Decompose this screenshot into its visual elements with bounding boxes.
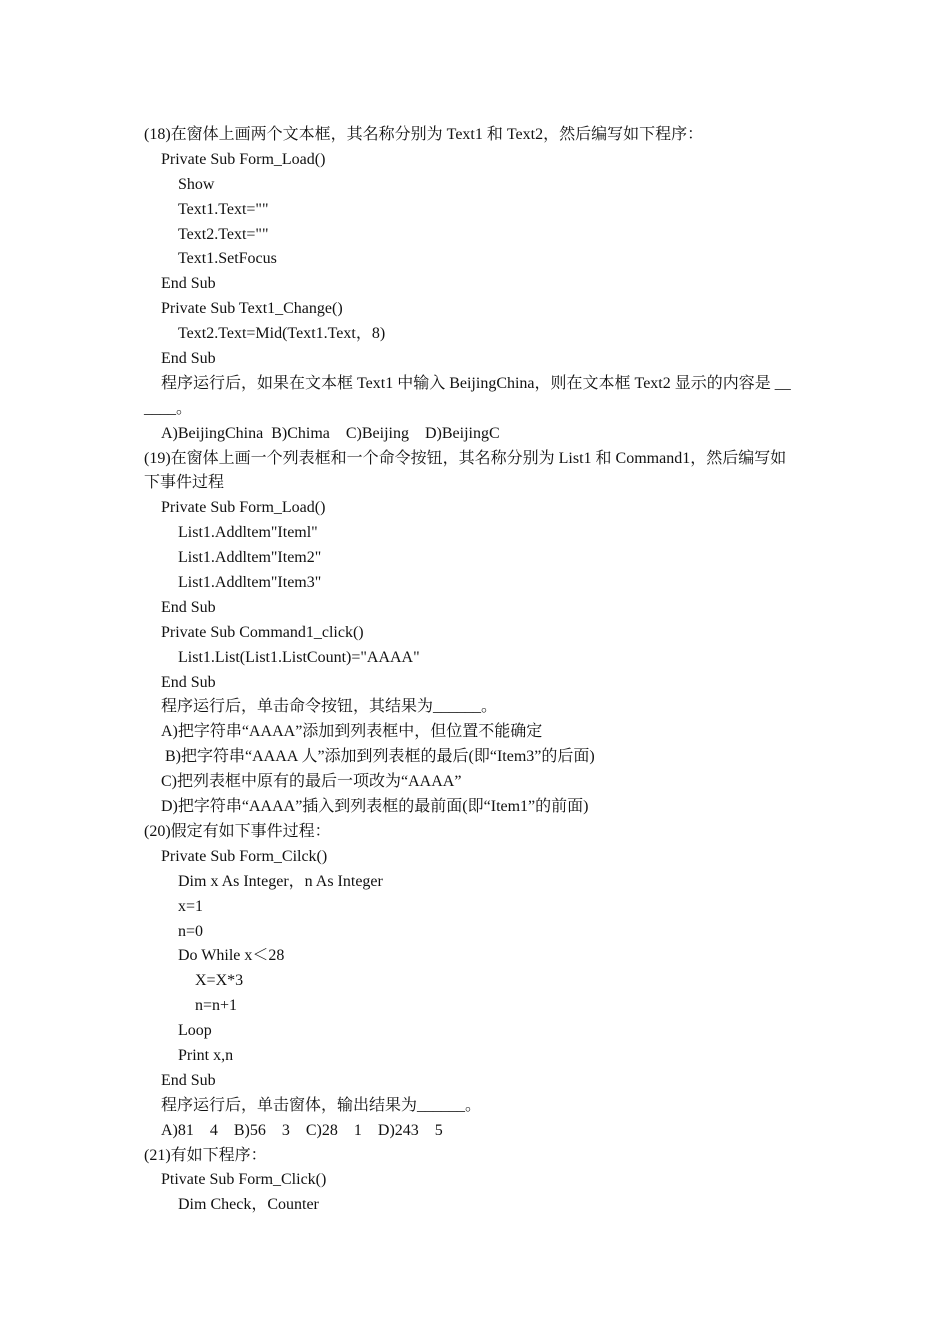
text-line: Private Sub Form_Load() [161, 150, 326, 168]
text-line: List1.List(List1.ListCount)="AAAA" [178, 648, 420, 666]
text-line: Do While x＜28 [178, 947, 285, 965]
text-line: Private Sub Form_Cilck() [161, 847, 328, 865]
text-line: Print x,n [178, 1046, 234, 1064]
text-line: Text1.Text="" [178, 200, 269, 218]
text-line: Loop [178, 1022, 212, 1040]
text-line: Show [178, 175, 215, 193]
text-line: List1.Addltem"Item3" [178, 574, 322, 592]
text-line: 程序运行后，单击窗体，输出结果为______。 [161, 1096, 482, 1114]
text-line: Private Sub Command1_click() [161, 623, 364, 641]
text-line: C)把列表框中原有的最后一项改为“AAAA” [161, 773, 462, 791]
document-body [144, 123, 814, 1218]
text-line: (21)有如下程序： [144, 1146, 267, 1164]
text-line: End Sub [161, 673, 216, 691]
text-line: ____。 [144, 399, 193, 417]
text-line: A)把字符串“AAAA”添加到列表框中，但位置不能确定 [161, 723, 543, 741]
text-line: n=n+1 [195, 997, 238, 1015]
text-line: End Sub [161, 598, 216, 616]
text-line: Dim Check，Counter [178, 1196, 319, 1214]
text-line: A)81 4 B)56 3 C)28 1 D)243 5 [161, 1121, 443, 1139]
text-line: End Sub [161, 350, 216, 368]
text-line: (20)假定有如下事件过程： [144, 822, 331, 840]
text-line: End Sub [161, 275, 216, 293]
text-line: End Sub [161, 1071, 216, 1089]
text-line: (18)在窗体上画两个文本框，其名称分别为 Text1 和 Text2，然后编写如下程序： [144, 126, 704, 143]
text-line: Text2.Text="" [178, 225, 269, 243]
text-line: Private Sub Text1_Change() [161, 300, 343, 318]
text-line: D)把字符串“AAAA”插入到列表框的最前面(即“Item1”的前面) [161, 798, 589, 816]
text-line: x=1 [178, 897, 204, 915]
text-line: (19)在窗体上画一个列表框和一个命令按钮，其名称分别为 List1 和 Command1，然后编写如 [144, 449, 787, 467]
text-line: Dim x As Integer，n As Integer [178, 872, 383, 890]
text-line: Ptivate Sub Form_Click() [161, 1171, 327, 1189]
text-line: 程序运行后，单击命令按钮，其结果为______。 [161, 698, 498, 716]
text-line: 下事件过程 [144, 474, 225, 492]
text-line: Text2.Text=Mid(Text1.Text，8) [178, 325, 386, 343]
text-line: A)BeijingChina B)Chima C)Beijing D)BeijingC [161, 424, 500, 442]
text-line: List1.Addltem"Iteml" [178, 524, 318, 542]
text-line: Private Sub Form_Load() [161, 499, 326, 517]
text-line: 程序运行后，如果在文本框 Text1 中输入 BeijingChina，则在文本框 Text2 显示的内容是 __ [161, 374, 791, 392]
text-line: List1.Addltem"Item2" [178, 549, 322, 567]
text-line: X=X*3 [195, 972, 244, 990]
text-line: Text1.SetFocus [178, 250, 277, 268]
text-line: B)把字符串“AAAA 人”添加到列表框的最后(即“Item3”的后面) [161, 748, 595, 766]
text-line: n=0 [178, 922, 204, 940]
